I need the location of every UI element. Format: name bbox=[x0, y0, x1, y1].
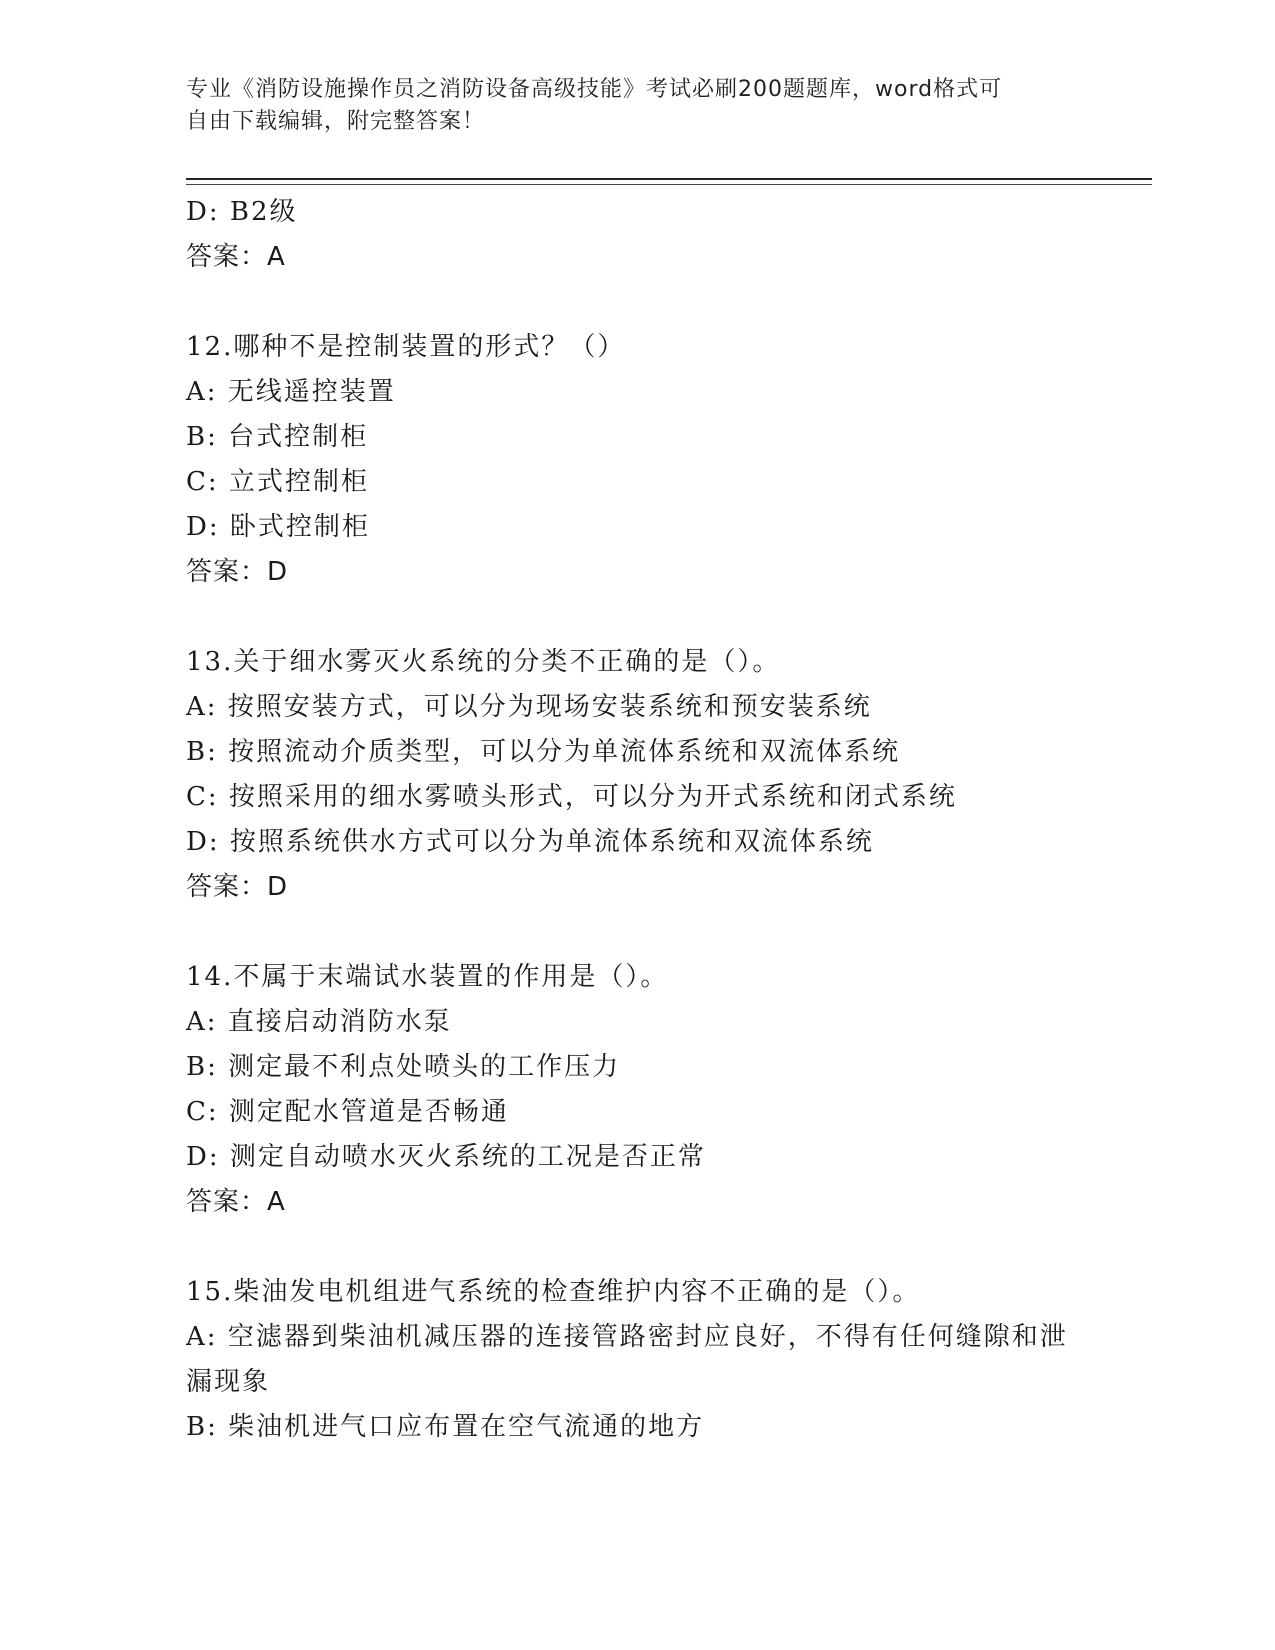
question-14 bbox=[186, 955, 1152, 1225]
spacer bbox=[186, 1225, 1152, 1270]
option-a: A: 空滤器到柴油机减压器的连接管路密封应良好，不得有任何缝隙和泄漏现象 bbox=[186, 1322, 1068, 1397]
option-c: C: 按照采用的细水雾喷头形式，可以分为开式系统和闭式系统 bbox=[186, 782, 957, 812]
document-body bbox=[186, 190, 1152, 1450]
document-header bbox=[186, 74, 1086, 138]
answer-line: 答案：D bbox=[186, 872, 289, 902]
question-12 bbox=[186, 325, 1152, 595]
option-b: B: 台式控制柜 bbox=[186, 422, 369, 452]
question-stem: 12.哪种不是控制装置的形式？（） bbox=[186, 332, 626, 362]
option-a: A: 按照安装方式，可以分为现场安装系统和预安装系统 bbox=[186, 692, 872, 722]
question-15 bbox=[186, 1270, 1152, 1450]
option-d: D: 测定自动喷水灭火系统的工况是否正常 bbox=[186, 1142, 706, 1172]
option-c: C: 立式控制柜 bbox=[186, 467, 369, 497]
option-d: D: 卧式控制柜 bbox=[186, 512, 370, 542]
spacer bbox=[186, 595, 1152, 640]
header-line-2: 自由下载编辑，附完整答案！ bbox=[186, 109, 486, 134]
option-b: B: 柴油机进气口应布置在空气流通的地方 bbox=[186, 1412, 705, 1442]
spacer bbox=[186, 280, 1152, 325]
option-a: A: 无线遥控装置 bbox=[186, 377, 396, 407]
option-b: B: 测定最不利点处喷头的工作压力 bbox=[186, 1052, 621, 1082]
option-b: B: 按照流动介质类型，可以分为单流体系统和双流体系统 bbox=[186, 737, 901, 767]
answer-line: 答案：A bbox=[186, 242, 286, 272]
spacer bbox=[186, 910, 1152, 955]
header-rule-thin bbox=[186, 184, 1152, 185]
question-stem: 13.关于细水雾灭火系统的分类不正确的是（）。 bbox=[186, 647, 781, 677]
header-line-1: 专业《消防设施操作员之消防设备高级技能》考试必刷200题题库，word格式可 bbox=[186, 77, 1003, 102]
option-c: C: 测定配水管道是否畅通 bbox=[186, 1097, 509, 1127]
question-13 bbox=[186, 640, 1152, 910]
answer-line: 答案：D bbox=[186, 557, 289, 587]
header-rule-thick bbox=[186, 178, 1152, 180]
question-stem: 14.不属于末端试水装置的作用是（）。 bbox=[186, 962, 669, 992]
option-d: D: B2级 bbox=[186, 197, 298, 227]
answer-line: 答案：A bbox=[186, 1187, 286, 1217]
option-a: A: 直接启动消防水泵 bbox=[186, 1007, 452, 1037]
question-stem: 15.柴油发电机组进气系统的检查维护内容不正确的是（）。 bbox=[186, 1277, 921, 1307]
option-d: D: 按照系统供水方式可以分为单流体系统和双流体系统 bbox=[186, 827, 874, 857]
